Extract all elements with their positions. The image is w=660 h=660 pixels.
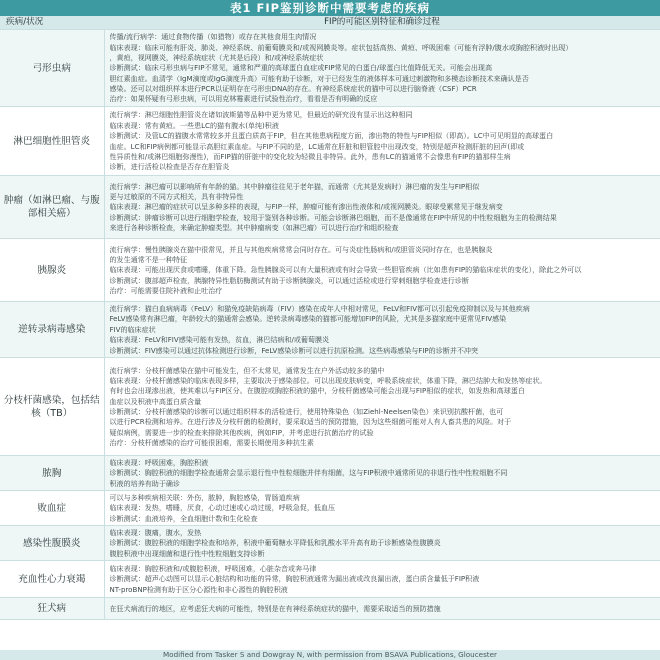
description-line: 诊断测试：FIV感染可以通过抗体检测进行诊断，FeLV感染诊断可以进行抗原检测。这些病毒感染与FIP的诊断并不冲突 (109, 345, 479, 355)
table-row (0, 176, 660, 239)
description-line: 流行病学：猫白血病病毒（FeLV）和猫免疫缺陷病毒（FIV）感染在成年人中相对常见，FeLV和FIV都可以引起免疫抑制以及与其他疾病 (109, 304, 530, 314)
description-line: 积液的培养有助于确诊 (109, 478, 180, 488)
description-line: 疑似病例，需要进一步的检查来排除其他疾病，例如FIP，并考虑进行抗菌治疗的试验 (109, 427, 374, 437)
description-line: 流行病学：分枝杆菌感染在猫中可能发生，但不太常见，通常发生在户外活动较多的猫中 (109, 365, 385, 375)
description-line: 有时也会出现渗出液，使其难以与FIP区分。在腹腔或胸腔积液的猫中，分枝杆菌感染可能会出现与FIP相似的症状，如发热和高球蛋白 (109, 386, 525, 396)
description-line: 传播/流行病学：通过食物传播（如猎物）或存在其他食用生肉情况 (109, 32, 317, 42)
disease-name: 感染性腹膜炎 (0, 526, 104, 561)
disease-description (104, 456, 660, 491)
description-line: 诊断测试：腹腔积液的细胞学检查和培养，积液中葡萄糖水平降低和乳酸水平升高有助于诊断感染性腹膜炎 (109, 538, 441, 548)
description-line: 来进行各种诊断检查，来确定肿瘤类型。其中肿瘤病变（如淋巴瘤）可以进行治疗和组织检查 (109, 223, 399, 233)
source-footnote: Modified from Tasker S and Dowgray N, with permission from BSAVA Publications, Gloucester (0, 650, 660, 660)
description-line: 流行病学：淋巴细胞性胆管炎在诸如波斯猫等品种中更为常见，但最近的研究没有显示出这种相同 (109, 110, 413, 120)
header-features: FIP的可能区别特征和确诊过程 (104, 16, 660, 30)
disease-description (104, 526, 660, 561)
differential-diagnosis-table (0, 16, 660, 620)
description-line: 诊断测试：血液培养，全血细胞计数和生化检查 (109, 513, 258, 523)
disease-description (104, 302, 660, 358)
table-title: 表1 FIP鉴别诊断中需要考虑的疾病 (0, 0, 660, 16)
description-line: 治疗：如果怀疑有弓形虫病，可以用克林霉素进行试验性治疗，看看是否有明确的反应 (109, 94, 378, 104)
table-row (0, 107, 660, 176)
description-line: 诊断测试：肿瘤诊断可以进行细胞学检查，较用于鉴别各种诊断。可能会诊断淋巴细胞，而不是像通常在FIP中所见的中性粒细胞为主的检测结果 (109, 212, 557, 222)
description-line: 诊断测试：临床弓形虫病与FIP不常见，通常和严重的高球蛋白血症或FIP常见的白蛋白/球蛋白比值降低无关。可能会出现高 (109, 63, 493, 73)
description-line: 感染。还可以对组织样本进行PCR以证明存在弓形虫DNA的存在。有神经系统症状的猫中可以进行脑脊液（CSF）PCR (109, 84, 477, 94)
description-line: 临床表现：呼吸困难，胸腔积液 (109, 458, 209, 467)
description-line: 诊断测试：胸腔积液的细胞学检查通常会显示退行性中性粒细胞并伴有细菌，这与FIP积液中通常所见的非退行性中性粒细胞不同 (109, 468, 508, 478)
disease-description (104, 107, 660, 176)
description-line: 流行病学：淋巴瘤可以影响所有年龄的猫。其中肿瘤往往见于老年猫，而通常（尤其是发病时）淋巴瘤的发生与FIP相似 (109, 181, 480, 191)
description-line: 临床表现：FeLV和FIV感染可能有发热，贫血，淋巴结病和/或葡萄膜炎 (109, 335, 330, 345)
table-header-row (0, 16, 660, 30)
disease-name: 逆转录病毒感染 (0, 302, 104, 358)
disease-name: 分枝杆菌感染，包括结核（TB） (0, 358, 104, 456)
header-disease: 疾病/状况 (0, 16, 104, 30)
table-row (0, 239, 660, 302)
disease-description (104, 239, 660, 302)
table-row (0, 598, 660, 620)
disease-name: 肿瘤（如淋巴瘤、与腹部相关癌） (0, 176, 104, 239)
description-line: 血症以及积液中高蛋白质含量 (109, 396, 202, 406)
description-line: 诊断，进行活检以检查是否存在胆管炎 (109, 162, 230, 172)
disease-name: 脓胸 (0, 456, 104, 491)
description-line: 在狂犬病流行的地区，应考虑狂犬病的可能性，特别是在有神经系统症状的猫中，需要采取适当的预防措施 (109, 603, 441, 613)
description-line: 治疗：可能需要住院补液和止吐治疗 (109, 286, 223, 296)
table-row (0, 30, 660, 107)
disease-name: 胰腺炎 (0, 239, 104, 302)
description-line: 临床表现：淋巴瘤的症状可以呈多种多样的表现，与FIP一样，肿瘤可能有渗出性液体和/或视网膜炎。眼球受累常见于继发病变 (109, 202, 503, 212)
description-line: 性异质性和/或淋巴细胞弥漫性)，而FIP猫的肝脏中的变化较为轻微且非特异。此外，患有LC的猫通常不会像患有FIP的猫那样生病 (109, 151, 511, 161)
disease-description (104, 358, 660, 456)
description-line: 流行病学：慢性胰腺炎在猫中很常见，并且与其他疾病常常会同时存在。可与炎症性肠病和/或胆管炎同时存在，也是胰腺炎 (109, 244, 493, 254)
description-line: 胆红素血症。血清学（IgM滴度或IgG滴度升高）可能有助于诊断，对于已经发生的液体样本可通过刺激物和多模态诊断技术来确认是否 (109, 73, 529, 83)
description-line: 临床表现：常有黄疸。一些患LC的猫有腹水(单纯)积液 (109, 120, 279, 130)
description-line: 临床表现：临床可能有肝炎、肺炎、神经系统、前葡萄膜炎和/或视网膜炎等。症状包括高热、黄疸、呼吸困难（可能有浮肿/腹水或胸腔积液时出现） (109, 42, 573, 52)
description-line: 的发生通常不是一种特征 (109, 254, 188, 264)
disease-description (104, 176, 660, 239)
description-line: ，黄疸，视网膜炎，神经系统症状（尤其是后段）和/或神经系统症状 (109, 52, 324, 62)
description-line: 诊断测试：腹部超声检查，胰腺特异性脂肪酶测试有助于诊断胰腺炎，可以通过活检或进行穿刺细胞学检查进行诊断 (109, 275, 469, 285)
disease-name: 败血症 (0, 491, 104, 526)
description-line: 临床表现：胸腔积液和/或腹腔积液，呼吸困难，心脏杂音或奔马律 (109, 564, 317, 574)
table-row (0, 491, 660, 526)
disease-name: 弓形虫病 (0, 30, 104, 107)
disease-description (104, 30, 660, 107)
description-line: 诊断测试：超声心动图可以显示心脏结构和功能的异常，胸腔积液通常为漏出液或改良漏出液，蛋白质含量低于FIP积液 (109, 574, 480, 584)
description-line: 以进行PCR检测和培养。在进行涉及分枝杆菌的检测时，要采取适当的预防措施，因为这些细菌可能对人有人畜共患的风险。对于 (109, 417, 512, 427)
table-row (0, 456, 660, 491)
disease-description (104, 561, 660, 598)
disease-name: 充血性心力衰竭 (0, 561, 104, 598)
description-line: 诊断测试：分枝杆菌感染的诊断可以通过组织样本的活检进行，使用特殊染色（如Ziehl-Neelsen染色）来识别抗酸杆菌，也可 (109, 407, 504, 416)
description-line: 更与过敏原的不同方式相关，具有非特异性 (109, 191, 244, 201)
table-row (0, 526, 660, 561)
table-row (0, 302, 660, 358)
table-body (0, 30, 660, 620)
description-line: 血症。LC和FIP病例都可能显示高胆红素血症。与FIP不同的是，LC通常在肝脏和胆管腔中出现改变，特别是超声检测肝脏的回声(即或 (109, 141, 525, 151)
description-line: 可以与多种疾病相关联：外伤，脓肿，胸腔感染，胃肠道疾病 (109, 493, 300, 503)
description-line: 腹腔积液中出现细菌和退行性中性粒细胞支持诊断 (109, 548, 265, 558)
description-line: 临床表现：发热，嗜睡，厌食，心动过速或心动过缓，呼吸急促，低血压 (109, 503, 336, 513)
table-row (0, 358, 660, 456)
disease-name: 狂犬病 (0, 598, 104, 620)
description-line: FIV的临床症状 (109, 324, 156, 334)
description-line: 临床表现：可能出现厌食或嗜睡，体重下降。急性胰腺炎可以有大量积液或有时会导致一些胆管疾病（比如患有FIP的猫临床症状的变化），除此之外可以 (109, 265, 582, 275)
disease-description (104, 598, 660, 620)
description-line: 临床表现：分枝杆菌感染的临床表现多样，主要取决于感染部位。可以出现皮肤病变，呼吸系统症状，体重下降，淋巴结肿大和发热等症状。 (109, 375, 547, 385)
description-line: 治疗：分枝杆菌感染的治疗可能很困难，需要长期使用多种抗生素 (109, 438, 314, 448)
description-line: 诊断测试：及管LC的猫腹水常常较多并且蛋白质高于FIP，但在其他患病程度方面，渗出物的特性与FIP相似（即高）。LC中可见明显的高球蛋白 (109, 131, 554, 141)
description-line: NT-proBNP检测有助于区分心源性和非心源性的胸腔积液 (109, 584, 288, 594)
description-line: 临床表现：腹痛，腹水，发热 (109, 528, 202, 538)
disease-name: 淋巴细胞性胆管炎 (0, 107, 104, 176)
description-line: FeLV感染常有淋巴瘤，年龄较大的猫通常会感染。逆转录病毒感染的猫都可能增加FIP的风险，尤其是多猫家庭中更常见FIV感染 (109, 314, 507, 324)
table-row (0, 561, 660, 598)
disease-description (104, 491, 660, 526)
